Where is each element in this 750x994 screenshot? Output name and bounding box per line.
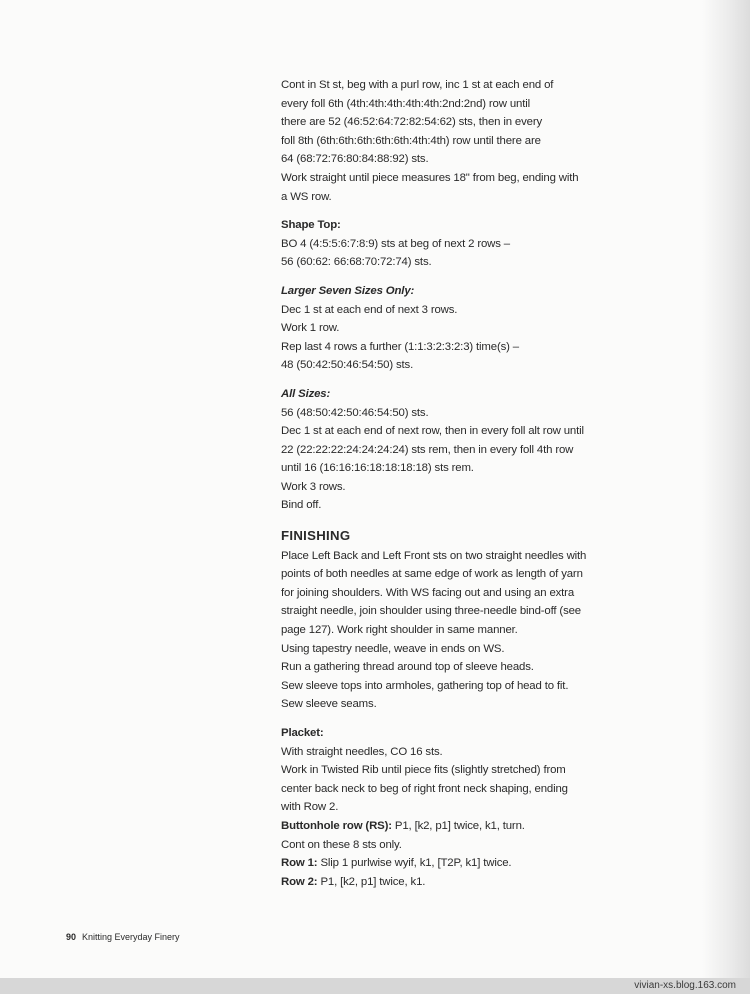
page-gutter-shadow <box>702 0 750 978</box>
text-line: 48 (50:42:50:46:54:50) sts. <box>281 359 414 372</box>
buttonhole-row-text: P1, [k2, p1] twice, k1, turn. <box>391 819 525 832</box>
text-line: Place Left Back and Left Front sts on two straight needles with <box>281 549 587 562</box>
larger-seven-heading: Larger Seven Sizes Only: <box>281 284 415 297</box>
text-line: Cont on these 8 sts only. <box>281 838 402 851</box>
text-line: Work 3 rows. <box>281 480 346 493</box>
text-line: with Row 2. <box>281 801 339 814</box>
text-line: 64 (68:72:76:80:84:88:92) sts. <box>281 153 429 166</box>
text-line: 56 (48:50:42:50:46:54:50) sts. <box>281 406 429 419</box>
placket-heading: Placket: <box>281 727 324 739</box>
finishing-section <box>281 527 651 714</box>
text-line: BO 4 (4:5:5:6:7:8:9) sts at beg of next 2 rows – <box>281 237 510 250</box>
text-line: Run a gathering thread around top of sleeve heads. <box>281 661 534 674</box>
text-line: 22 (22:22:22:24:24:24:24) sts rem, then in every foll 4th row <box>281 443 574 456</box>
text-line: straight needle, join shoulder using three-needle bind-off (see <box>281 605 581 618</box>
row-1-line <box>281 854 651 873</box>
finishing-title: FINISHING <box>281 528 351 544</box>
text-line: Dec 1 st at each end of next row, then in every foll alt row until <box>281 425 584 438</box>
shape-top-heading: Shape Top: <box>281 219 341 232</box>
buttonhole-row-label: Buttonhole row (RS): <box>281 819 392 832</box>
row-2-line <box>281 873 651 892</box>
text-line: there are 52 (46:52:64:72:82:54:62) sts, then in every <box>281 116 543 129</box>
text-line: Rep last 4 rows a further (1:1:3:2:3:2:3) time(s) – <box>281 340 519 353</box>
page-footer <box>66 932 180 942</box>
text-line: center back neck to beg of right front neck shaping, ending <box>281 782 568 795</box>
text-line: for joining shoulders. With WS facing out and using an extra <box>281 586 575 599</box>
text-line: until 16 (16:16:16:18:18:18:18) sts rem. <box>281 462 474 475</box>
placket-section <box>281 724 651 891</box>
text-line: foll 8th (6th:6th:6th:6th:6th:4th:4th) row until there are <box>281 134 541 147</box>
pattern-text-column <box>281 76 651 891</box>
page-number: 90 <box>66 932 77 942</box>
book-title: Knitting Everyday Finery <box>82 932 180 942</box>
row-1-label: Row 1: <box>281 857 318 870</box>
text-line: Sew sleeve seams. <box>281 698 377 711</box>
text-line: Work straight until piece measures 18" from beg, ending with <box>281 171 579 184</box>
all-sizes-heading: All Sizes: <box>281 387 331 400</box>
row-1-text: Slip 1 purlwise wyif, k1, [T2P, k1] twice. <box>317 857 512 870</box>
text-line: Work in Twisted Rib until piece fits (slightly stretched) from <box>281 764 566 777</box>
intro-paragraph <box>281 76 651 206</box>
text-line: a WS row. <box>281 190 332 203</box>
shape-top-section <box>281 216 651 272</box>
larger-seven-section <box>281 282 651 375</box>
all-sizes-section <box>281 385 651 515</box>
row-2-text: P1, [k2, p1] twice, k1. <box>317 875 426 888</box>
text-line: every foll 6th (4th:4th:4th:4th:4th:2nd:2nd) row until <box>281 97 530 110</box>
watermark-text: vivian-xs.blog.163.com <box>634 980 736 991</box>
text-line: With straight needles, CO 16 sts. <box>281 745 443 758</box>
text-line: Sew sleeve tops into armholes, gathering top of head to fit. <box>281 679 569 692</box>
text-line: Cont in St st, beg with a purl row, inc 1 st at each end of <box>281 79 554 91</box>
buttonhole-row-line <box>281 817 651 836</box>
text-line: Work 1 row. <box>281 322 340 335</box>
text-line: Bind off. <box>281 499 322 512</box>
text-line: 56 (60:62: 66:68:70:72:74) sts. <box>281 256 432 269</box>
text-line: Dec 1 st at each end of next 3 rows. <box>281 303 458 316</box>
text-line: Using tapestry needle, weave in ends on WS. <box>281 642 505 655</box>
text-line: points of both needles at same edge of work as length of yarn <box>281 568 583 581</box>
text-line: page 127). Work right shoulder in same manner. <box>281 624 518 637</box>
row-2-label: Row 2: <box>281 875 318 888</box>
